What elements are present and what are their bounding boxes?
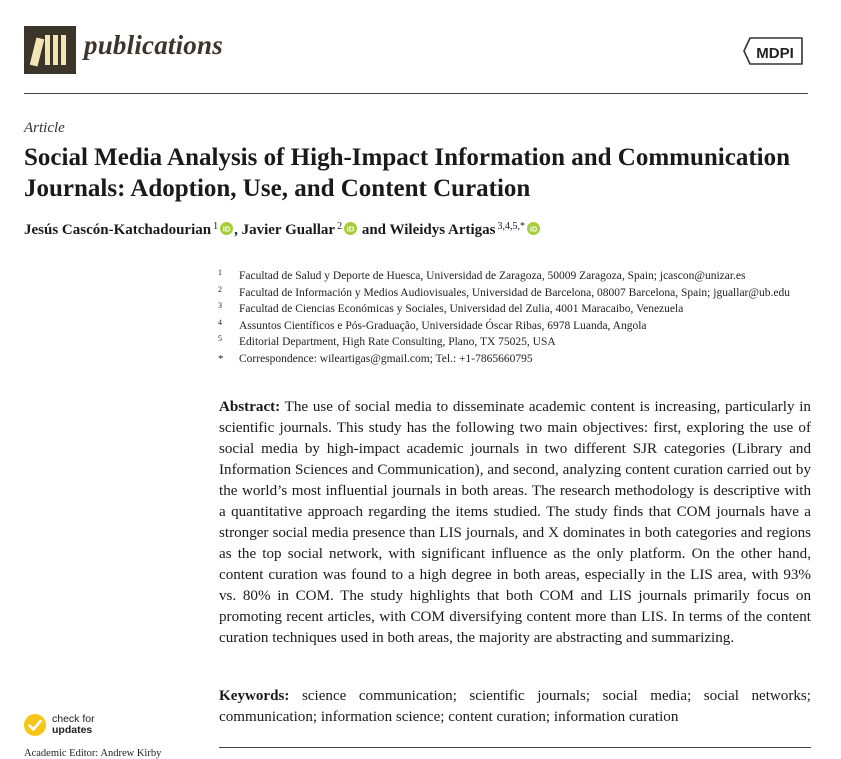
publisher-logo[interactable] <box>740 34 808 70</box>
journal-name: publications <box>84 30 223 60</box>
keywords-label: Keywords: <box>219 688 290 704</box>
check-for-updates-button[interactable] <box>24 712 114 742</box>
orcid-icon[interactable] <box>344 222 357 235</box>
publisher-name: MDPI <box>756 45 794 62</box>
author-name[interactable]: Wileidys Artigas <box>389 222 496 238</box>
keywords-divider <box>219 747 811 748</box>
affiliation-text: Assuntos Científicos e Pós-Graduação, Universidade Óscar Ribas, 6978 Luanda, Angola <box>239 319 647 332</box>
affiliation-item <box>218 334 813 351</box>
affiliation-item <box>218 268 813 285</box>
keywords <box>219 686 811 728</box>
author-list: Jesús Cascón-Katchadourian $^1$ iD , Javier Guallar $^2$ iD and Wileidys Artigas $^{3,4,5,*}$ iD <box>24 221 814 239</box>
affiliation-mark: 4 <box>218 317 222 327</box>
author-affiliation-mark: 1 <box>213 221 219 232</box>
affiliations <box>218 268 813 367</box>
affiliation-mark: 3 <box>218 301 222 310</box>
keywords-text: science communication; scientific journals; social media; social networks; communication; information science; content curation; information curation <box>219 688 811 725</box>
author-name[interactable]: Jesús Cascón-Katchadourian <box>24 222 212 238</box>
affiliation-item <box>218 285 813 302</box>
affiliation-text: Editorial Department, High Rate Consulting, Plano, TX 75025, USA <box>239 336 556 348</box>
abstract-text: The use of social media to disseminate academic content is increasing, particularly in scientific journals. This study has the following two main objectives: first, exploring the use of social media by high-impact academic journals in two different SJR categories (Library and Information Sciences and Communication), and second, analyzing content curation carried out by the world’s most influential journals in both areas. The research methodology is descriptive with a quantitative approach regarding the items studied. The study finds that COM journals have a stronger social media presence than LIS journals, and X dominates in both categories and regions as the top social network, with significant influence as the only platform. On the other hand, content curation was found to a high degree in both areas, especially in the LIS area, with 93% vs. 80% in COM. The study highlights that both COM and LIS journals primarily focus on promoting recent articles, with COM diversifying content more than LIS. In terms of the content curation techniques used in both areas, the majority are abstracting and summarizing. <box>219 399 811 646</box>
academic-editor: Academic Editor: Andrew Kirby <box>24 748 162 759</box>
svg-text:iD: iD <box>346 224 355 234</box>
affiliation-mark: 1 <box>218 268 222 277</box>
author-affiliation-mark: 3,4,5,* <box>497 221 525 232</box>
mdpi-logo-icon <box>740 34 808 70</box>
header-divider <box>24 93 808 94</box>
check-line-2: updates <box>52 724 93 736</box>
author-name[interactable]: Javier Guallar <box>241 222 336 238</box>
correspondence-item <box>218 351 813 368</box>
article-title: Social Media Analysis of High-Impact Information and Communication Journals: Adoption, Use, and Content Curation <box>24 144 791 202</box>
affiliation-item <box>218 318 813 335</box>
abstract <box>219 397 811 649</box>
affiliation-mark: 5 <box>218 334 222 343</box>
svg-text:iD: iD <box>222 224 231 234</box>
check-for-updates-label <box>52 714 95 736</box>
correspondence-text: Correspondence: wileartigas@gmail.com; Tel.: +1-7865660795 <box>239 352 533 365</box>
affiliation-item <box>218 301 813 318</box>
article-type: Article <box>24 120 65 136</box>
check-icon <box>24 714 46 736</box>
svg-text:iD: iD <box>529 224 538 234</box>
check-line-1: check for <box>52 713 95 725</box>
author-affiliation-mark: 2 <box>337 221 343 232</box>
books-icon <box>24 26 76 74</box>
journal-logo <box>24 26 76 74</box>
affiliation-mark: * <box>218 352 224 365</box>
affiliation-text: Facultad de Salud y Deporte de Huesca, Universidad de Zaragoza, 50009 Zaragoza, Spain; jcascon@unizar.es <box>239 270 746 282</box>
affiliation-text: Facultad de Ciencias Económicas y Sociales, Universidad del Zulia, 4001 Maracaibo, Venezuela <box>239 303 684 315</box>
abstract-label: Abstract: <box>219 399 281 415</box>
orcid-icon[interactable] <box>527 222 540 235</box>
author-connector: and <box>361 222 387 238</box>
affiliation-text: Facultad de Información y Medios Audiovisuales, Universidad de Barcelona, 08007 Barcelona, Spain; jguallar@ub.edu <box>239 286 790 299</box>
orcid-icon[interactable] <box>220 222 233 235</box>
affiliation-mark: 2 <box>218 284 222 294</box>
